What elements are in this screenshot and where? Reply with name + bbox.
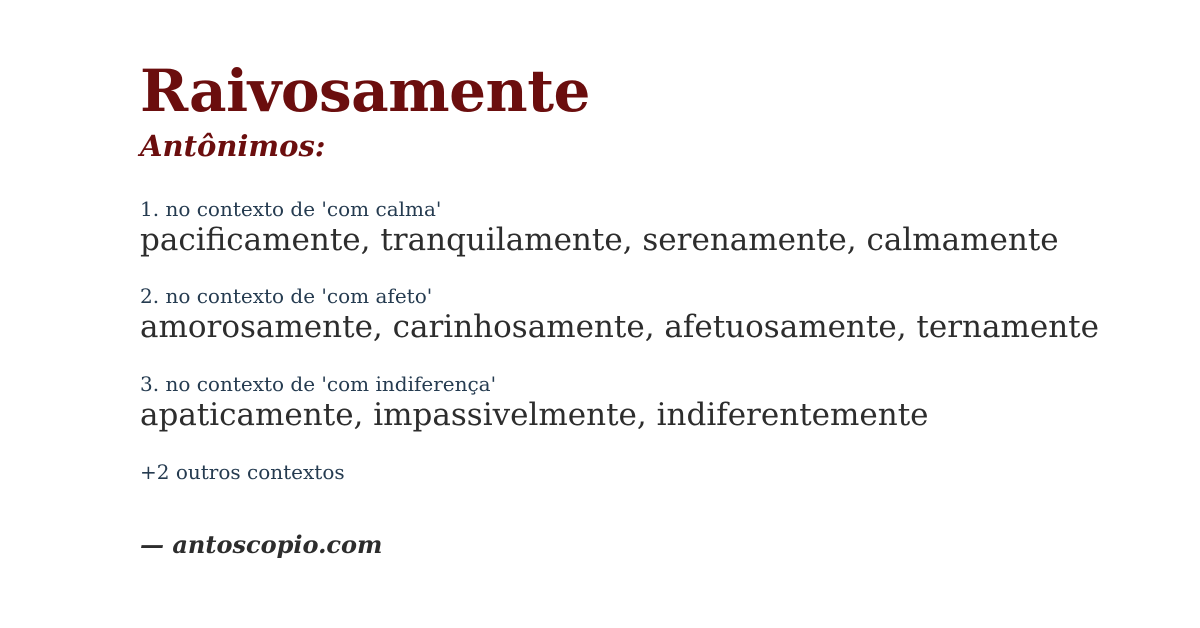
antonyms-list-1: pacificamente, tranquilamente, serenamente, calmamente xyxy=(140,222,1059,258)
antonyms-list-3: apaticamente, impassivelmente, indiferentemente xyxy=(140,397,929,433)
context-block-3 xyxy=(140,374,1160,432)
context-block-1 xyxy=(140,199,1160,257)
site-attribution: — antoscopio.com xyxy=(140,530,383,559)
antonyms-list-2: amorosamente, carinhosamente, afetuosamente, ternamente xyxy=(140,309,1099,345)
antonyms-section-label: Antônimos: xyxy=(140,129,326,163)
context-label-2: 2. no contexto de 'com afeto' xyxy=(140,284,433,308)
word-title: Raivosamente xyxy=(140,57,590,125)
context-label-3: 3. no contexto de 'com indiferença' xyxy=(140,372,497,396)
more-contexts-link[interactable]: +2 outros contextos xyxy=(140,460,345,484)
context-block-2 xyxy=(140,286,1160,344)
context-label-1: 1. no contexto de 'com calma' xyxy=(140,197,442,221)
